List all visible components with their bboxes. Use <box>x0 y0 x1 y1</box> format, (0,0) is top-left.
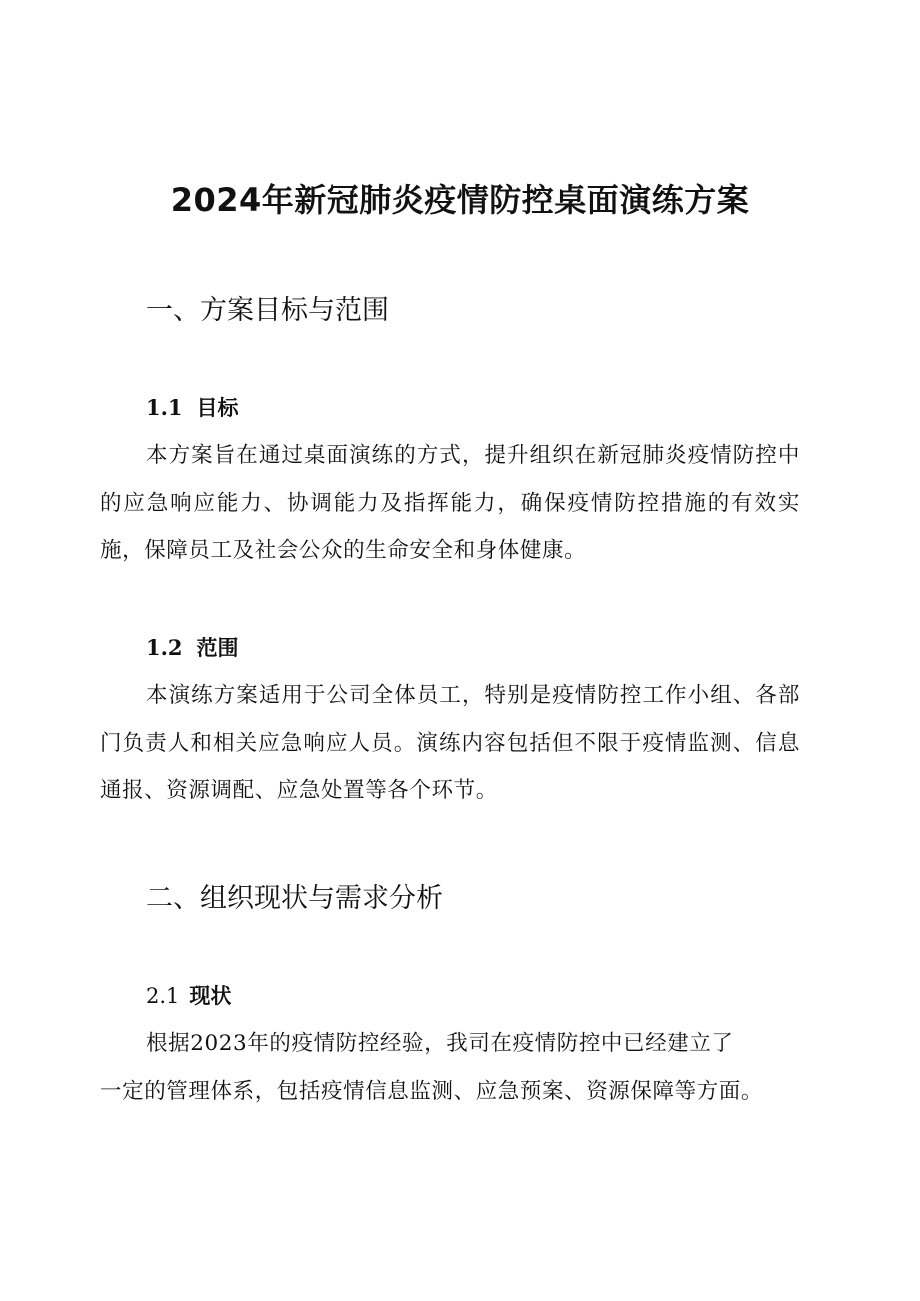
subsection-number: 1.1 <box>146 395 183 420</box>
paragraph-line: 一定的管理体系，包括疫情信息监测、应急预案、资源保障等方面。 <box>100 1078 764 1104</box>
section-heading-1: 一、方案目标与范围 <box>146 295 389 326</box>
subsection-heading-2-1 <box>146 981 231 1011</box>
paragraph-status <box>100 1020 800 1115</box>
subsection-label: 范围 <box>196 636 239 660</box>
paragraph-line: 根据2023年的疫情防控经验，我司在疫情防控中已经建立了 <box>146 1031 734 1056</box>
subsection-number: 1.2 <box>146 635 183 660</box>
subsection-heading-1-1 <box>146 393 239 423</box>
section-heading-2: 二、组织现状与需求分析 <box>146 883 443 914</box>
subsection-heading-1-2 <box>146 633 239 663</box>
paragraph-goal: 本方案旨在通过桌面演练的方式，提升组织在新冠肺炎疫情防控中的应急响应能力、协调能力及指挥能力，确保疫情防控措施的有效实施，保障员工及社会公众的生命安全和身体健康。 <box>100 443 800 563</box>
paragraph-scope: 本演练方案适用于公司全体员工，特别是疫情防控工作小组、各部门负责人和相关应急响应人员。演练内容包括但不限于疫情监测、信息通报、资源调配、应急处置等各个环节。 <box>100 683 800 803</box>
subsection-label: 现状 <box>189 984 232 1008</box>
document-title: 2024年新冠肺炎疫情防控桌面演练方案 <box>170 181 750 219</box>
subsection-number: 2.1 <box>146 984 180 1008</box>
subsection-label: 目标 <box>196 396 239 420</box>
